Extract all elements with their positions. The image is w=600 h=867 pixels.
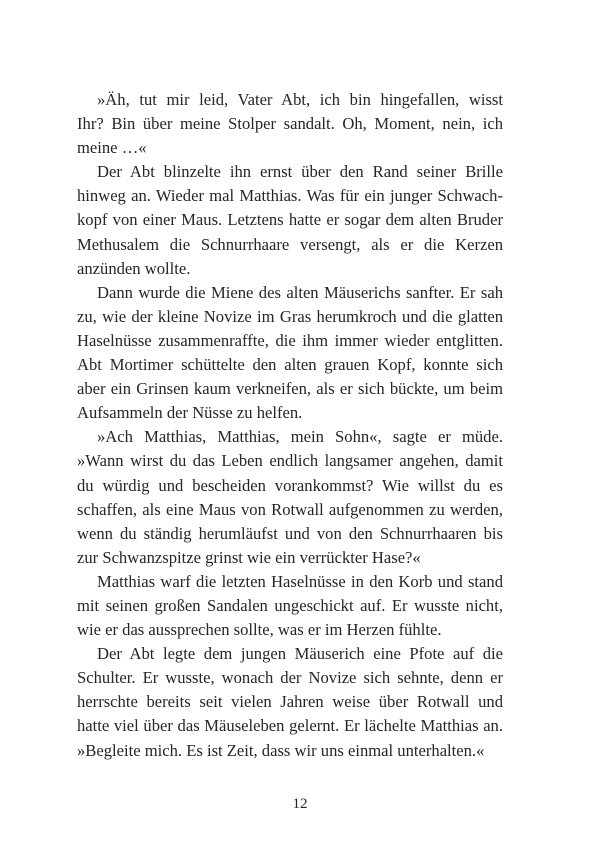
text-line: aber ein Grinsen kaum verkneifen, als er sich bückte, um beim	[77, 379, 503, 399]
text-line: Haselnüsse zusammenraffte, die ihm immer wieder entglitten.	[77, 330, 503, 350]
paragraph-5	[77, 570, 503, 642]
text-line: anzünden wollte.	[77, 258, 191, 278]
text-line: mit seinen großen Sandalen ungeschickt auf. Er wusste nicht,	[77, 595, 503, 615]
text-line: Aufsammeln der Nüsse zu helfen.	[77, 403, 303, 423]
text-line: hatte viel über das Mäuseleben gelernt. Er lächelte Matthias an.	[77, 716, 503, 736]
text-line: Der Abt blinzelte ihn ernst über den Rand seiner Brille	[97, 162, 503, 182]
text-line: wenn du ständig herumläufst und von den Schnurrhaaren bis	[77, 523, 503, 543]
text-line: du würdig und bescheiden vorankommst? Wie willst du es	[77, 475, 503, 495]
paragraph-4	[77, 425, 503, 570]
text-line: Ihr? Bin über meine Stolper sandalt. Oh, Moment, nein, ich	[77, 114, 503, 134]
paragraph-2	[77, 160, 503, 280]
text-line: zu, wie der kleine Novize im Gras herumkroch und die glatten	[77, 306, 503, 326]
text-line: schaffen, als eine Maus von Rotwall aufgenommen zu werden,	[77, 499, 503, 519]
paragraph-1	[77, 88, 503, 160]
text-line: kopf von einer Maus. Letztens hatte er sogar dem alten Bruder	[77, 210, 503, 230]
page-number: 12	[292, 796, 308, 812]
page-body	[77, 88, 503, 763]
text-line: Matthias warf die letzten Haselnüsse in den Korb und stand	[97, 571, 503, 591]
text-line: Methusalem die Schnurrhaare versengt, als er die Kerzen	[77, 234, 503, 254]
text-line: Abt Mortimer schüttelte den alten grauen Kopf, konnte sich	[77, 355, 503, 375]
text-line: »Wann wirst du das Leben endlich langsamer angehen, damit	[77, 451, 503, 471]
text-line: wie er das aussprechen sollte, was er im Herzen fühlte.	[77, 620, 442, 640]
paragraph-3	[77, 281, 503, 426]
text-line: »Ach Matthias, Matthias, mein Sohn«, sagte er müde.	[97, 427, 503, 447]
text-line: Der Abt legte dem jungen Mäuserich eine Pfote auf die	[97, 644, 503, 664]
paragraph-6	[77, 642, 503, 762]
text-line: »Äh, tut mir leid, Vater Abt, ich bin hingefallen, wisst	[97, 90, 503, 109]
text-line: »Begleite mich. Es ist Zeit, dass wir uns einmal unterhalten.«	[77, 740, 485, 760]
text-line: Schulter. Er wusste, wonach der Novize sich sehnte, denn er	[77, 668, 503, 688]
text-line: hinweg an. Wieder mal Matthias. Was für ein junger Schwach-	[77, 186, 503, 206]
text-line: Dann wurde die Miene des alten Mäuserichs sanfter. Er sah	[97, 282, 503, 302]
text-line: zur Schwanzspitze grinst wie ein verrückter Hase?«	[77, 547, 421, 567]
text-line: meine …«	[77, 138, 147, 158]
text-line: herrschte bereits seit vielen Jahren weise über Rotwall und	[77, 692, 503, 712]
